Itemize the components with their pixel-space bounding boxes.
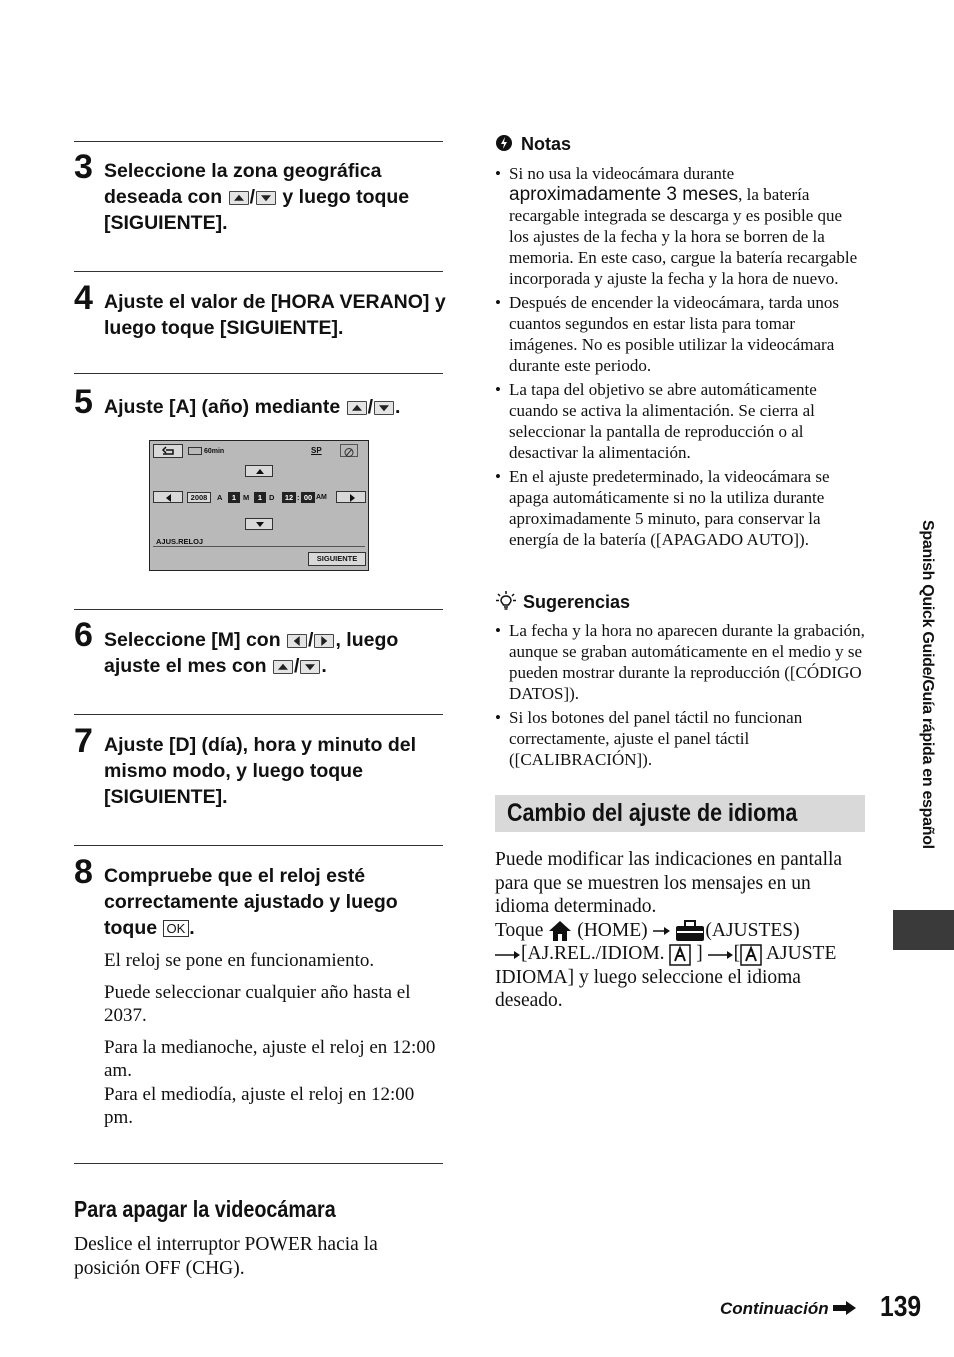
step-text: Ajuste [A] (año) mediante / . — [104, 396, 401, 418]
step-number: 5 — [74, 383, 93, 421]
up-arrow-icon — [229, 191, 249, 205]
language-icon — [669, 944, 691, 966]
step-8-note: Para el mediodía, ajuste el reloj en 12:00 pm. — [104, 1084, 415, 1128]
down-button — [245, 518, 273, 530]
step-text: Ajuste [D] (día), hora y minuto del mismo modo, y luego toque [SIGUIENTE]. — [104, 734, 417, 808]
day-field: 1 — [254, 492, 266, 503]
ok-button-icon: OK — [163, 920, 190, 937]
step-number: 7 — [74, 722, 93, 760]
list-item: • Si no usa la videocámara durante aproximadamente 3 meses, la batería recargable integrada se descarga y es posible que los ajustes de la fecha y la hora se borren de la memoria. En este caso, cargue la batería recargable incorporada y ajuste la fecha y la hora de nuevo. — [495, 163, 865, 289]
right-arrow-icon — [350, 494, 355, 502]
notes-list — [495, 163, 865, 553]
year-label: A — [217, 493, 223, 502]
step-text: Seleccione la zona geográfica deseada con / y luego toque [SIGUIENTE]. — [104, 160, 410, 234]
page-number: 139 — [880, 1291, 922, 1323]
list-item: • La tapa del objetivo se abre automáticamente cuando se activa la alimentación. Se cierra al seleccionar la pantalla de reproducción o al desactivar la alimentación. — [495, 379, 865, 463]
hour-field: 12 — [282, 492, 296, 503]
up-arrow-icon — [273, 660, 293, 674]
divider — [74, 714, 443, 715]
step-8 — [74, 855, 444, 955]
up-button — [245, 465, 273, 477]
language-instructions: Puede modificar las indicaciones en pantalla para que se muestren los mensajes en un idioma determinado. Toque (HOME) (AJUSTES) [AJ.REL./IDIOM. ] [ AJUSTE IDIOMA] y luego seleccione el idioma deseado. — [495, 849, 843, 1012]
up-arrow-icon — [256, 469, 264, 474]
media-icon — [340, 444, 358, 457]
step-text: Seleccione [M] con / , luego ajuste el mes con / . — [104, 629, 399, 677]
power-off-heading: Para apagar la videocámara — [74, 1196, 336, 1222]
divider — [74, 271, 443, 272]
step-8-note: Puede seleccionar cualquier año hasta el 2037. — [104, 982, 411, 1026]
step-6 — [74, 618, 444, 688]
continue-label: Continuación — [720, 1298, 857, 1320]
section-header: Cambio del ajuste de idioma — [495, 795, 865, 832]
step-5 — [74, 385, 444, 425]
arrow-right-icon — [833, 1301, 857, 1315]
step-number: 6 — [74, 616, 93, 654]
step-text: Compruebe que el reloj esté correctamente ajustado y luego toque OK . — [104, 865, 398, 939]
list-item: • Si los botones del panel táctil no funcionan correctamente, ajuste el panel táctil ([CALIBRACIÓN]). — [495, 707, 865, 770]
next-button: SIGUIENTE — [308, 552, 366, 566]
list-item: • La fecha y la hora no aparecen durante la grabación, aunque se graban automáticamente en el medio y se pueden mostrar durante la reproducción ([CÓDIGO DATOS]). — [495, 620, 865, 704]
notes-heading: Notas — [495, 133, 571, 155]
down-arrow-icon — [256, 522, 264, 527]
battery-icon — [188, 447, 202, 455]
minute-field: 00 — [301, 492, 315, 503]
down-arrow-icon — [300, 660, 320, 674]
list-item: • Después de encender la videocámara, tarda unos cuantos segundos en estar lista para tomar imágenes. No es posible utilizar la videocámara durante este periodo. — [495, 292, 865, 376]
list-item: • En el ajuste predeterminado, la videocámara se apaga automáticamente si no la utiliza durante aproximadamente 5 minuto, para conservar la energía de la batería ([APAGADO AUTO]). — [495, 466, 865, 550]
divider — [74, 1163, 443, 1164]
side-tab-marker — [893, 910, 954, 950]
screen-title: AJUS.RELOJ — [156, 537, 204, 546]
divider — [74, 845, 443, 846]
ampm-label: AM — [316, 494, 327, 501]
step-3 — [74, 150, 444, 250]
recording-mode: SP — [311, 446, 322, 455]
side-tab-label: Spanish Quick Guide/Guía rápida en español — [919, 520, 936, 849]
lightbulb-icon — [495, 590, 517, 612]
right-button — [336, 491, 366, 503]
step-number: 4 — [74, 279, 93, 317]
arrow-right-icon — [653, 926, 671, 936]
notes-icon — [495, 134, 515, 152]
step-4 — [74, 281, 444, 351]
language-icon — [740, 944, 762, 966]
step-8-note: Para la medianoche, ajuste el reloj en 12:00 am. — [104, 1037, 436, 1081]
return-icon — [154, 446, 182, 458]
toolbox-icon — [675, 920, 705, 942]
home-icon — [548, 920, 572, 942]
divider — [74, 373, 443, 374]
arrow-right-icon — [708, 950, 734, 960]
divider — [74, 609, 443, 610]
year-field: 2008 — [187, 492, 211, 503]
divider — [153, 546, 365, 547]
month-label: M — [243, 493, 250, 502]
left-arrow-icon — [287, 634, 307, 648]
step-7 — [74, 724, 444, 824]
divider — [74, 141, 443, 142]
down-arrow-icon — [374, 401, 394, 415]
step-text: Ajuste el valor de [HORA VERANO] y luego toque [SIGUIENTE]. — [104, 291, 446, 339]
power-off-text: Deslice el interruptor POWER hacia la posición OFF (CHG). — [74, 1234, 378, 1279]
left-arrow-icon — [166, 494, 171, 502]
step-number: 8 — [74, 853, 93, 891]
battery-indicator: 60min — [188, 447, 224, 456]
tips-list — [495, 620, 865, 773]
tips-heading: Sugerencias — [495, 590, 630, 613]
step-8-result: El reloj se pone en funcionamiento. — [104, 950, 375, 971]
step-number: 3 — [74, 148, 93, 186]
up-arrow-icon — [347, 401, 367, 415]
clock-setting-screen: 60min SP 2008 A 1 M 1 D 12 : 00 AM AJUS.RELOJ SIGUIENTE — [149, 440, 369, 571]
left-button — [153, 491, 183, 503]
day-label: D — [269, 493, 275, 502]
right-arrow-icon — [314, 634, 334, 648]
month-field: 1 — [228, 492, 240, 503]
down-arrow-icon — [256, 191, 276, 205]
arrow-right-icon — [495, 950, 521, 960]
return-button — [153, 444, 183, 458]
